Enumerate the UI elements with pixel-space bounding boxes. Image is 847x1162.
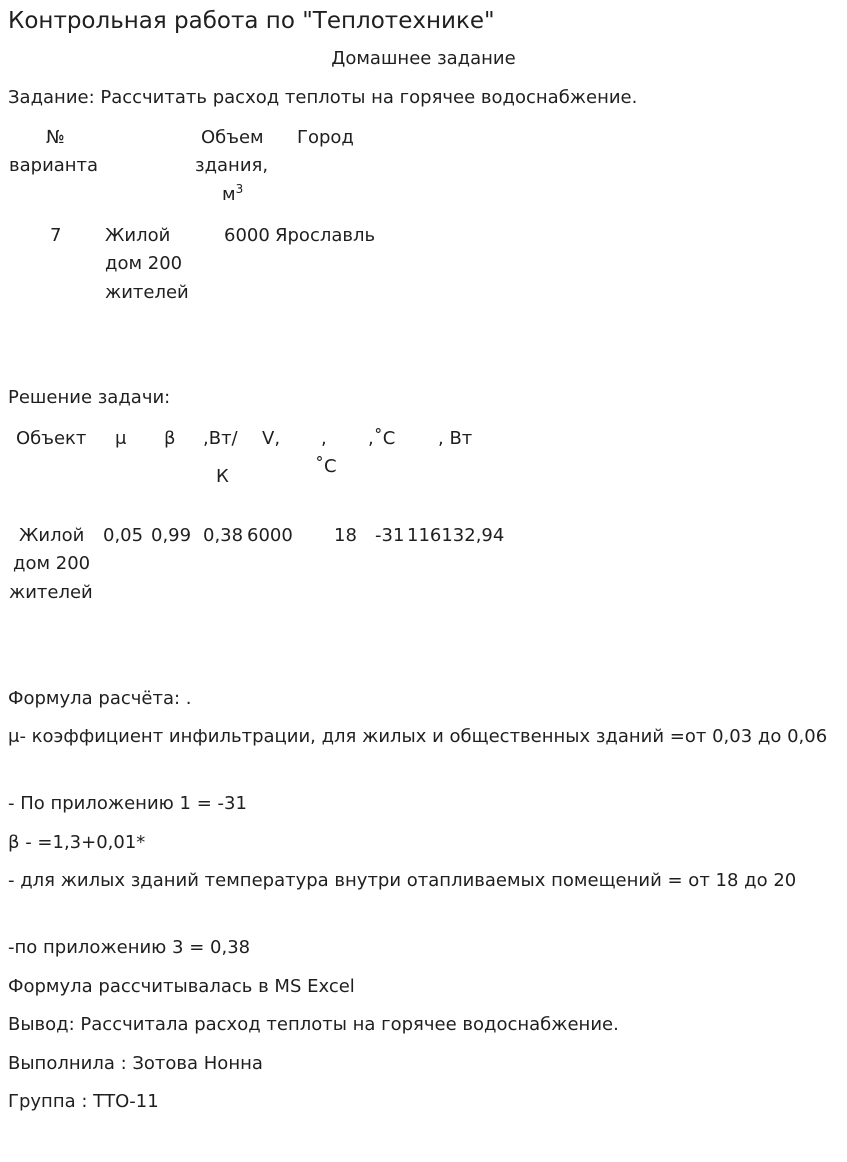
sol-row-object-line3: жителей — [9, 582, 93, 603]
sol-header-tout: ,˚С — [368, 428, 396, 449]
row-object-line1: Жилой — [105, 225, 171, 246]
document-title: Контрольная работа по "Теплотехнике" — [8, 8, 495, 34]
document-subtitle: Домашнее задание — [331, 48, 516, 69]
header-volume-line1: Объем — [201, 127, 264, 148]
sol-row-object-line1: Жилой — [19, 525, 85, 546]
sol-row-mu: 0,05 — [103, 525, 144, 546]
header-volume-unit: $м^3$ — [222, 182, 244, 205]
sol-row-object-line2: дом 200 — [13, 553, 91, 574]
sol-header-qtotal: , Вт — [438, 428, 473, 449]
header-variant-number: № — [46, 127, 65, 148]
sol-header-beta: β — [164, 428, 176, 449]
row-volume: 6000 — [224, 225, 270, 246]
appendix3-note: -по приложению 3 = 0,38 — [8, 937, 251, 958]
mu-note: μ- коэффициент инфильтрации, для жилых и общественных зданий =от 0,03 до 0,06 — [8, 726, 828, 747]
temperature-note: - для жилых зданий температура внутри отапливаемых помещений = от 18 до 20 — [8, 870, 797, 891]
header-volume-line2: здания, — [195, 155, 269, 176]
sol-header-q-line2: К — [216, 466, 229, 487]
sol-row-beta: 0,99 — [151, 525, 192, 546]
appendix1-note: - По приложению 1 = -31 — [8, 793, 247, 814]
sol-header-tin-line2: ˚С — [315, 456, 337, 477]
header-city: Город — [297, 127, 354, 148]
excel-note: Формула рассчитывалась в MS Excel — [8, 976, 355, 997]
sol-row-qtotal: 116132,94 — [407, 525, 505, 546]
sol-header-mu: μ — [115, 428, 127, 449]
sol-row-tout: -31 — [375, 525, 405, 546]
sol-header-q-line1: ,Вт/ — [203, 428, 238, 449]
header-volume-unit-exponent: 3 — [235, 182, 244, 196]
row-variant: 7 — [50, 225, 62, 246]
row-object-line3: жителей — [105, 282, 189, 303]
row-object-line2: дом 200 — [105, 253, 183, 274]
conclusion: Вывод: Рассчитала расход теплоты на горячее водоснабжение. — [8, 1014, 619, 1035]
sol-row-q: 0,38 — [203, 525, 244, 546]
header-variant-label: варианта — [9, 155, 99, 176]
sol-header-v: V, — [262, 428, 281, 449]
sol-header-object: Объект — [16, 428, 87, 449]
formula-line: Формула расчёта: . — [8, 688, 192, 709]
group: Группа : ТТО-11 — [8, 1091, 159, 1112]
sol-row-tin: 18 — [334, 525, 357, 546]
solution-heading: Решение задачи: — [8, 387, 171, 408]
task-statement: Задание: Рассчитать расход теплоты на горячее водоснабжение. — [8, 87, 638, 108]
sol-header-tin-line1: , — [321, 428, 327, 449]
author: Выполнила : Зотова Нонна — [8, 1053, 263, 1074]
beta-note: β - =1,3+0,01* — [8, 832, 146, 853]
row-city: Ярославль — [275, 225, 376, 246]
sol-row-v: 6000 — [247, 525, 293, 546]
